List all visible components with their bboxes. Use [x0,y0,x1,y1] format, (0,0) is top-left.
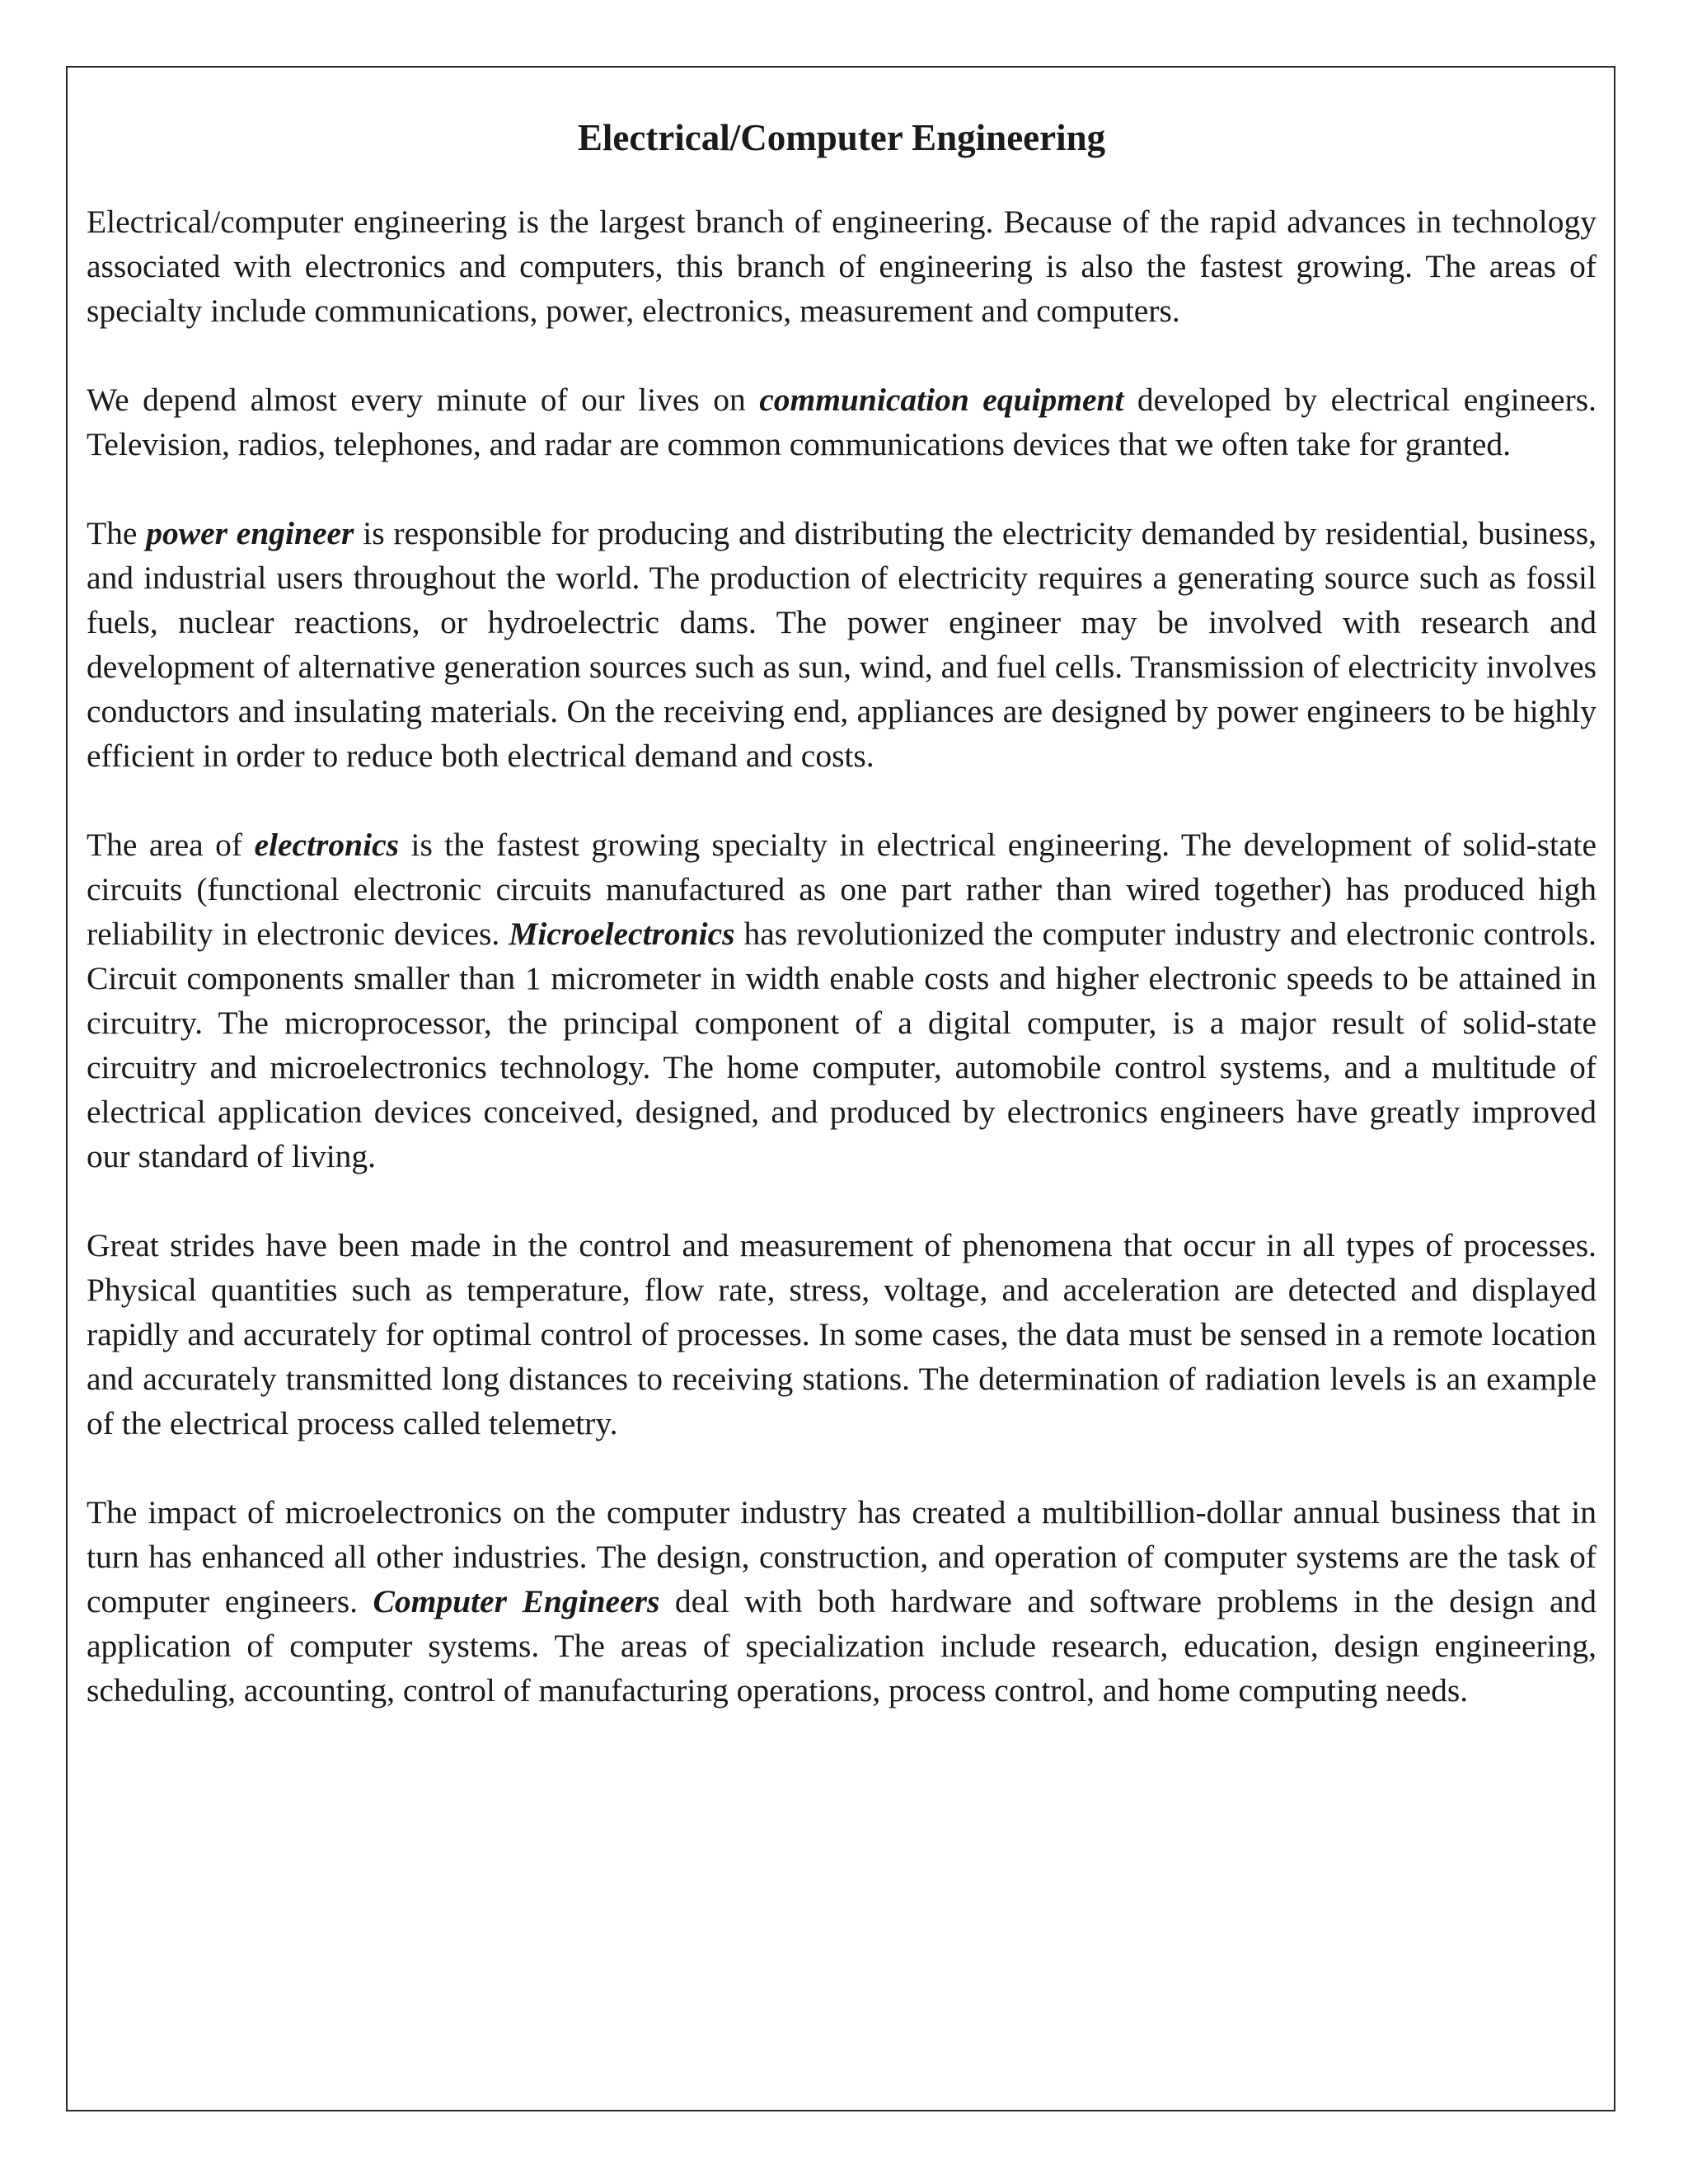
paragraph-text: has revolutionized the computer industry and electronic controls. Circuit components smaller than 1 micrometer in width enable costs and higher electronic speeds to be attained in circuitry. The microprocessor, the principal component of a digital computer, is a major result of solid-state circuitry and microelectronics technology. The home computer, automobile control systems, and a multitude of electrical application devices conceived, designed, and produced by electronics engineers have greatly improved our standard of living. [87,916,1597,1174]
paragraph-measurement [87,1223,1597,1446]
paragraph-communications [87,377,1597,466]
document-title: Electrical/Computer Engineering [577,117,1106,158]
paragraph-text: Electrical/computer engineering is the largest branch of engineering. Because of the rapid advances in technology associated with electronics and computers, this branch of engineering is also the fastest growing. The areas of specialty include communications, power, electronics, measurement and computers. [87,204,1597,329]
emphasis-term: communication equipment [759,382,1124,418]
paragraph-text: The [87,515,147,551]
emphasis-term: Computer Engineers [373,1583,660,1619]
paragraph-computers [87,1490,1597,1713]
paragraph-overview [87,199,1597,333]
paragraph-text: is responsible for producing and distributing the electricity demanded by residential, business, and industrial users throughout the world. The production of electricity requires a generating source such as fossil fuels, nuclear reactions, or hydroelectric dams. The power engineer may be involved with research and development of alternative generation sources such as sun, wind, and fuel cells. Transmission of electricity involves conductors and insulating materials. On the receiving end, appliances are designed by power engineers to be highly efficient in order to reduce both electrical demand and costs. [87,515,1597,774]
document-body [87,115,1597,1757]
emphasis-term: Microelectronics [509,916,735,952]
paragraph-text: The area of [87,827,255,863]
paragraph-power [87,511,1597,778]
emphasis-term: power engineer [146,515,354,551]
paragraph-text: developed by electrical engineers. Television, radios, telephones, and radar are common communications devices that we often take for granted. [87,382,1597,462]
paragraph-text: deal with both hardware and software problems in the design and application of computer systems. The areas of specialization include research, education, design engineering, scheduling, accounting, control of manufacturing operations, process control, and home computing needs. [87,1583,1597,1708]
paragraph-text: is the fastest growing specialty in electrical engineering. The development of solid-state circuits (functional electronic circuits manufactured as one part rather than wired together) has produced high reliability in electronic devices. [87,827,1597,952]
paragraph-electronics [87,823,1597,1179]
paragraph-text: We depend almost every minute of our lives on [87,382,760,418]
emphasis-term: electronics [254,827,400,863]
paragraph-text: The impact of microelectronics on the computer industry has created a multibillion-dollar annual business that in turn has enhanced all other industries. The design, construction, and operation of computer systems are the task of computer engineers. [87,1494,1597,1619]
paragraph-text: Great strides have been made in the control and measurement of phenomena that occur in all types of processes. Physical quantities such as temperature, flow rate, stress, voltage, and acceleration are detected and displayed rapidly and accurately for optimal control of processes. In some cases, the data must be sensed in a remote location and accurately transmitted long distances to receiving stations. The determination of radiation levels is an example of the electrical process called telemetry. [87,1227,1597,1441]
